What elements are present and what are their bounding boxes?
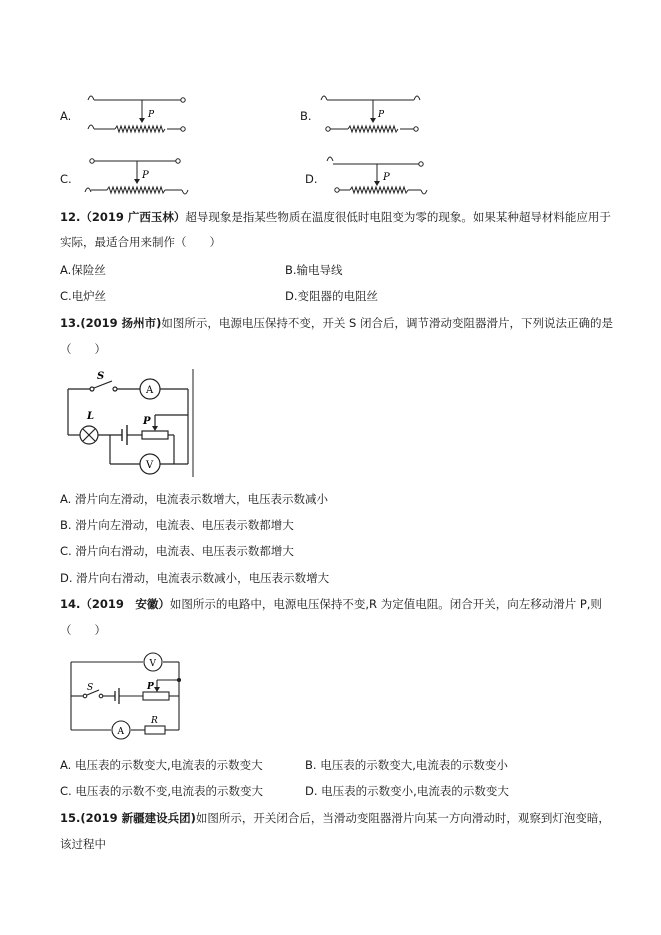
q14-source: （2019 安徽）	[80, 597, 170, 611]
q14-number: 14.	[60, 597, 81, 611]
q14-stem-line2: （ ）	[60, 623, 106, 637]
q14-choice-a[interactable]: A. 电压表的示数变大,电流表的示数变大	[60, 758, 263, 772]
q14-resistor-label: R	[151, 716, 158, 726]
q14-switch-label: S	[87, 683, 94, 693]
q13-stem-line2: （ ）	[60, 342, 106, 356]
q11-option-d-letter[interactable]: D.	[305, 172, 318, 186]
q13-ammeter-label: A	[146, 385, 154, 396]
q11-option-a-diagram[interactable]	[85, 88, 195, 138]
q11-option-d-diagram[interactable]	[325, 152, 440, 202]
q14-choice-d[interactable]: D. 电压表的示数变小,电流表的示数变大	[305, 784, 509, 798]
q14-circuit-diagram	[65, 652, 190, 747]
q12-choice-d[interactable]: D.变阻器的电阻丝	[285, 289, 379, 303]
q15-source: (2019 新疆建设兵团)	[80, 811, 196, 825]
q13-choice-c[interactable]: C. 滑片向右滑动，电流表、电压表示数都增大	[60, 544, 294, 558]
q14-choice-c[interactable]: C. 电压表的示数不变,电流表的示数变大	[60, 784, 263, 798]
q13-choice-a[interactable]: A. 滑片向左滑动，电流表示数增大，电压表示数减小	[60, 492, 328, 506]
q13-source: (2019 扬州市)	[80, 316, 162, 330]
q15-stem-line2: 该过程中	[60, 837, 106, 851]
q12-stem-line1	[60, 209, 611, 225]
q11-option-a-letter[interactable]: A.	[60, 109, 72, 123]
q12-number: 12.	[60, 210, 81, 224]
q12-choice-a[interactable]: A.保险丝	[60, 263, 106, 277]
q13-choice-d[interactable]: D. 滑片向右滑动，电流表示数减小，电压表示数增大	[60, 571, 330, 585]
q12-stem-text: 超导现象是指某些物质在温度很低时电阻变为零的现象。如果某种超导材料能应用于	[185, 210, 611, 224]
q15-stem-line1	[60, 810, 610, 826]
q11-option-c-diagram[interactable]	[82, 152, 197, 202]
q15-number: 15.	[60, 811, 81, 825]
q13-switch-label: S	[97, 371, 105, 382]
q14-choice-b[interactable]: B. 电压表的示数变大,电流表的示数变小	[305, 758, 508, 772]
q11-option-c-letter[interactable]: C.	[60, 172, 72, 186]
q14-ammeter-label: A	[117, 727, 124, 737]
q12-choice-c[interactable]: C.电炉丝	[60, 289, 107, 303]
q14-slider-label: P	[147, 682, 154, 692]
q11-option-b-letter[interactable]: B.	[300, 109, 312, 123]
q13-number: 13.	[60, 316, 81, 330]
q12-source: （2019 广西玉林）	[80, 210, 186, 224]
q11-option-b-diagram[interactable]	[318, 88, 428, 138]
q13-voltmeter-label: V	[146, 460, 154, 471]
q12-stem-line2: 实际，最适合用来制作（ ）	[60, 235, 221, 249]
q13-slider-label: P	[143, 416, 151, 427]
q13-choice-b[interactable]: B. 滑片向左滑动，电流表、电压表示数都增大	[60, 518, 294, 532]
q13-stem-text: 如图所示，电源电压保持不变，开关 S 闭合后，调节滑动变阻器滑片，下列说法正确的是	[161, 316, 614, 330]
q14-voltmeter-label: V	[149, 659, 156, 669]
q11-option-c-p-label: P	[142, 170, 149, 181]
q12-choice-b[interactable]: B.输电导线	[285, 263, 343, 277]
q15-stem-text: 如图所示，开关闭合后，当滑动变阻器滑片向某一方向滑动时，观察到灯泡变暗，	[195, 811, 610, 825]
q14-stem-text: 如图所示的电路中，电源电压保持不变,R 为定值电阻。闭合开关，向左移动滑片 P,则	[169, 597, 602, 611]
q11-option-b-p-label: P	[378, 110, 385, 120]
q13-lamp-label: L	[87, 411, 95, 422]
q14-stem-line1	[60, 596, 602, 612]
q11-option-d-p-label: P	[383, 172, 390, 183]
q13-stem-line1	[60, 315, 613, 331]
q11-option-a-p-label: P	[148, 110, 155, 120]
q13-circuit-diagram	[60, 367, 200, 479]
